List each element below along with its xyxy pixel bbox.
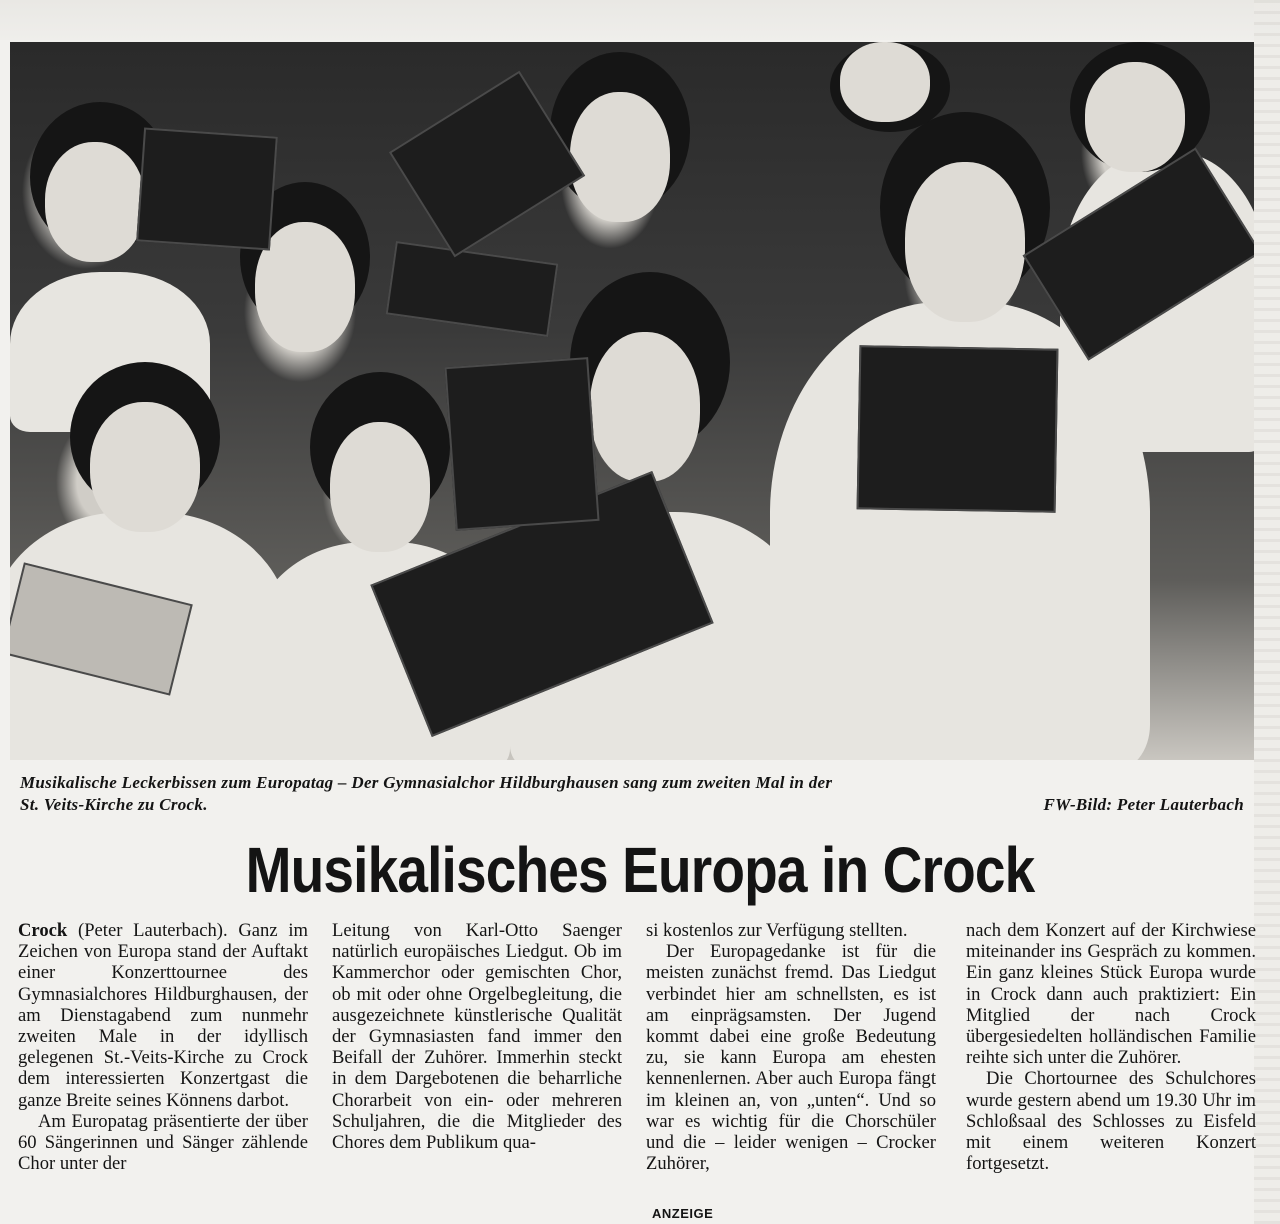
article-column-4 xyxy=(966,920,1256,1174)
article-column-1 xyxy=(18,920,308,1174)
article-body xyxy=(18,920,1258,1192)
song-sheet xyxy=(857,345,1059,512)
singer-face xyxy=(590,332,700,482)
dateline: Crock xyxy=(18,920,68,941)
paragraph: Leitung von Karl-Otto Saenger natürlich europäisches Liedgut. Ob im Kammerchor oder gemischten Chor, ob mit oder ohne Orgelbegleitung, die ausgezeichnete künstlerische Qualität der Gymnasiasten fand immer den Beifall der Zuhörer. Immerhin steckt in dem Dargebotenen die beharrliche Chorarbeit von ein- oder mehreren Schuljahren, die die Mitglieder des Chores dem Publikum qua- xyxy=(332,920,622,1154)
singer-face xyxy=(90,402,200,532)
paragraph: Der Europagedanke ist für die meisten zunächst fremd. Das Liedgut verbindet hier am schnellsten, es ist am einprägsamsten. Der Jugend kommt dabei eine große Bedeutung zu, sie kann Europa am ehesten kennenlernen. Aber auch Europa fängt im kleinen an, von „unten“. Und so war es wichtig für die Chorschüler und die – leider wenigen – Crocker Zuhörer, xyxy=(646,941,936,1175)
paragraph: Am Europatag präsentierte der über 60 Sängerinnen und Sänger zählende Chor unter der xyxy=(18,1110,308,1175)
photo-caption xyxy=(20,772,1260,816)
singer-face xyxy=(45,142,145,262)
paragraph: si kostenlos zur Verfügung stellten. xyxy=(646,920,908,941)
caption-line-2: St. Veits-Kirche zu Crock. xyxy=(20,795,208,814)
photo-credit: FW-Bild: Peter Lauterbach xyxy=(1043,795,1244,814)
singer-face xyxy=(1085,62,1185,172)
singer-face xyxy=(840,42,930,122)
article-column-2 xyxy=(332,920,622,1153)
song-sheet xyxy=(386,241,559,337)
caption-line-1: Musikalische Leckerbissen zum Europatag – Der Gymnasialchor Hildburghausen sang zum zweiten Mal in der xyxy=(20,773,833,792)
choir-photo xyxy=(10,42,1254,760)
page-bleed-through xyxy=(0,0,1280,40)
song-sheet xyxy=(136,127,278,250)
paragraph: Die Chortournee des Schulchores wurde gestern abend um 19.30 Uhr im Schloßsaal des Schlosses zu Eisfeld mit einem weiteren Konzert fortgesetzt. xyxy=(966,1068,1256,1175)
paragraph xyxy=(18,920,308,1111)
singer-face xyxy=(570,92,670,222)
article-column-3 xyxy=(646,920,936,1174)
paragraph-text: (Peter Lauterbach). Ganz im Zeichen von Europa stand der Auftakt einer Konzerttournee des Gymnasialchores Hildburghausen, der am Dienstagabend zum nunmehr zweiten Male in der idyllisch gelegenen St.-Veits-Kirche zu Crock dem interessierten Konzertgast die ganze Breite seines Könnens darbot. xyxy=(18,920,308,1111)
advertisement-label: ANZEIGE xyxy=(652,1206,714,1221)
paragraph: nach dem Konzert auf der Kirchwiese miteinander ins Gespräch zu kommen. Ein ganz kleines Stück Europa wurde in Crock dann auch praktiziert: Ein Mitglied der nach Crock übergesiedelten holländischen Familie reihte sich unter die Zuhörer. xyxy=(966,920,1256,1069)
headline: Musikalisches Europa in Crock xyxy=(245,834,1035,906)
singer-face xyxy=(905,162,1025,322)
song-sheet xyxy=(444,357,599,531)
singer-face xyxy=(330,422,430,552)
